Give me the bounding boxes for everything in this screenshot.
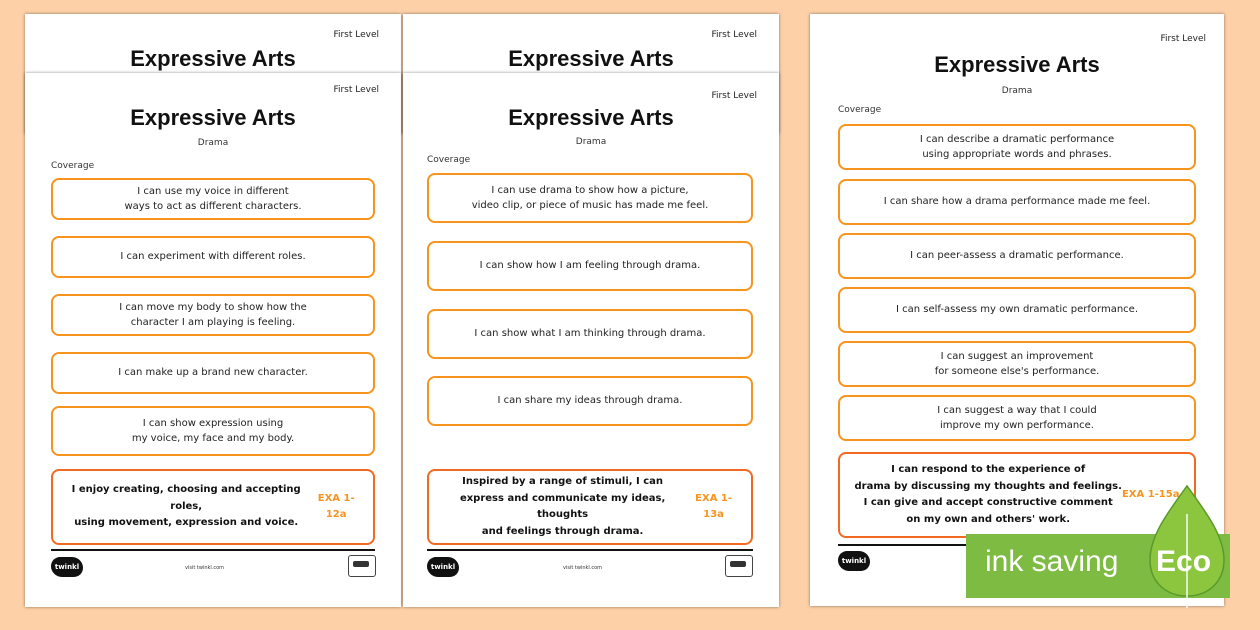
subject-label: Drama — [1001, 86, 1033, 96]
coverage-item: I can self-assess my own dramatic performance. — [838, 287, 1196, 333]
outcome-text: I enjoy creating, choosing and accepting roles, using movement, expression and voice. — [71, 484, 301, 529]
coverage-item: I can show expression using my voice, my face and my body. — [51, 406, 375, 456]
page-title: Expressive Arts — [130, 105, 296, 130]
coverage-item: I can use drama to show how a picture, video clip, or piece of music has made me feel. — [427, 173, 753, 223]
worksheet-page-1 — [25, 73, 401, 607]
coverage-item: I can make up a brand new character. — [51, 352, 375, 394]
coverage-item: I can suggest an improvement for someone else's performance. — [838, 341, 1196, 387]
page-title: Expressive Arts — [508, 105, 674, 130]
level-label: First Level — [333, 85, 379, 95]
ink-saving-label: ink saving — [985, 545, 1119, 578]
level-label: First Level — [711, 91, 757, 101]
coverage-label: Coverage — [51, 161, 95, 171]
publisher-badge-icon — [348, 555, 376, 577]
footer-divider — [427, 549, 753, 551]
learning-outcome — [838, 452, 1196, 538]
outcome-code: EXA 1-15a — [1121, 488, 1180, 500]
coverage-item: I can show what I am thinking through drama. — [427, 309, 753, 359]
publisher-badge-icon — [725, 555, 753, 577]
footer-url: visit twinkl.com — [185, 565, 225, 571]
back-sheet-title: Expressive Arts — [130, 46, 296, 71]
level-label: First Level — [1160, 34, 1206, 44]
twinkl-logo: twinkl — [427, 557, 459, 577]
eco-label: Eco — [1156, 545, 1212, 578]
coverage-item: I can suggest a way that I could improve my own performance. — [838, 395, 1196, 441]
back-sheet-level: First Level — [711, 30, 757, 40]
outcome-code: EXA 1-12a — [317, 492, 355, 520]
twinkl-logo: twinkl — [838, 551, 870, 571]
footer-url: visit twinkl.com — [563, 565, 603, 571]
page-title: Expressive Arts — [934, 52, 1100, 77]
worksheet-page-2 — [403, 73, 779, 607]
coverage-item: I can use my voice in different ways to act as different characters. — [51, 178, 375, 220]
outcome-code: EXA 1-13a — [695, 492, 733, 520]
coverage-item: I can peer-assess a dramatic performance. — [838, 233, 1196, 279]
coverage-item: I can move my body to show how the character I am playing is feeling. — [51, 294, 375, 336]
outcome-text: I can respond to the experience of drama by discussing my thoughts and feelings. I can give and accept constructive comment on my own and others' work. — [854, 464, 1122, 525]
learning-outcome — [51, 469, 375, 545]
footer-divider — [51, 549, 375, 551]
coverage-item: I can show how I am feeling through drama. — [427, 241, 753, 291]
back-sheet-level: First Level — [333, 30, 379, 40]
twinkl-logo: twinkl — [51, 557, 83, 577]
subject-label: Drama — [575, 137, 607, 147]
subject-label: Drama — [197, 138, 229, 148]
coverage-label: Coverage — [838, 105, 882, 115]
coverage-item: I can share how a drama performance made me feel. — [838, 179, 1196, 225]
coverage-item: I can share my ideas through drama. — [427, 376, 753, 426]
coverage-item: I can describe a dramatic performance using appropriate words and phrases. — [838, 124, 1196, 170]
outcome-text: Inspired by a range of stimuli, I can express and communicate my ideas, thoughts and feelings through drama. — [459, 476, 666, 537]
learning-outcome — [427, 469, 753, 545]
coverage-label: Coverage — [427, 155, 471, 165]
back-sheet-title: Expressive Arts — [508, 46, 674, 71]
coverage-item: I can experiment with different roles. — [51, 236, 375, 278]
